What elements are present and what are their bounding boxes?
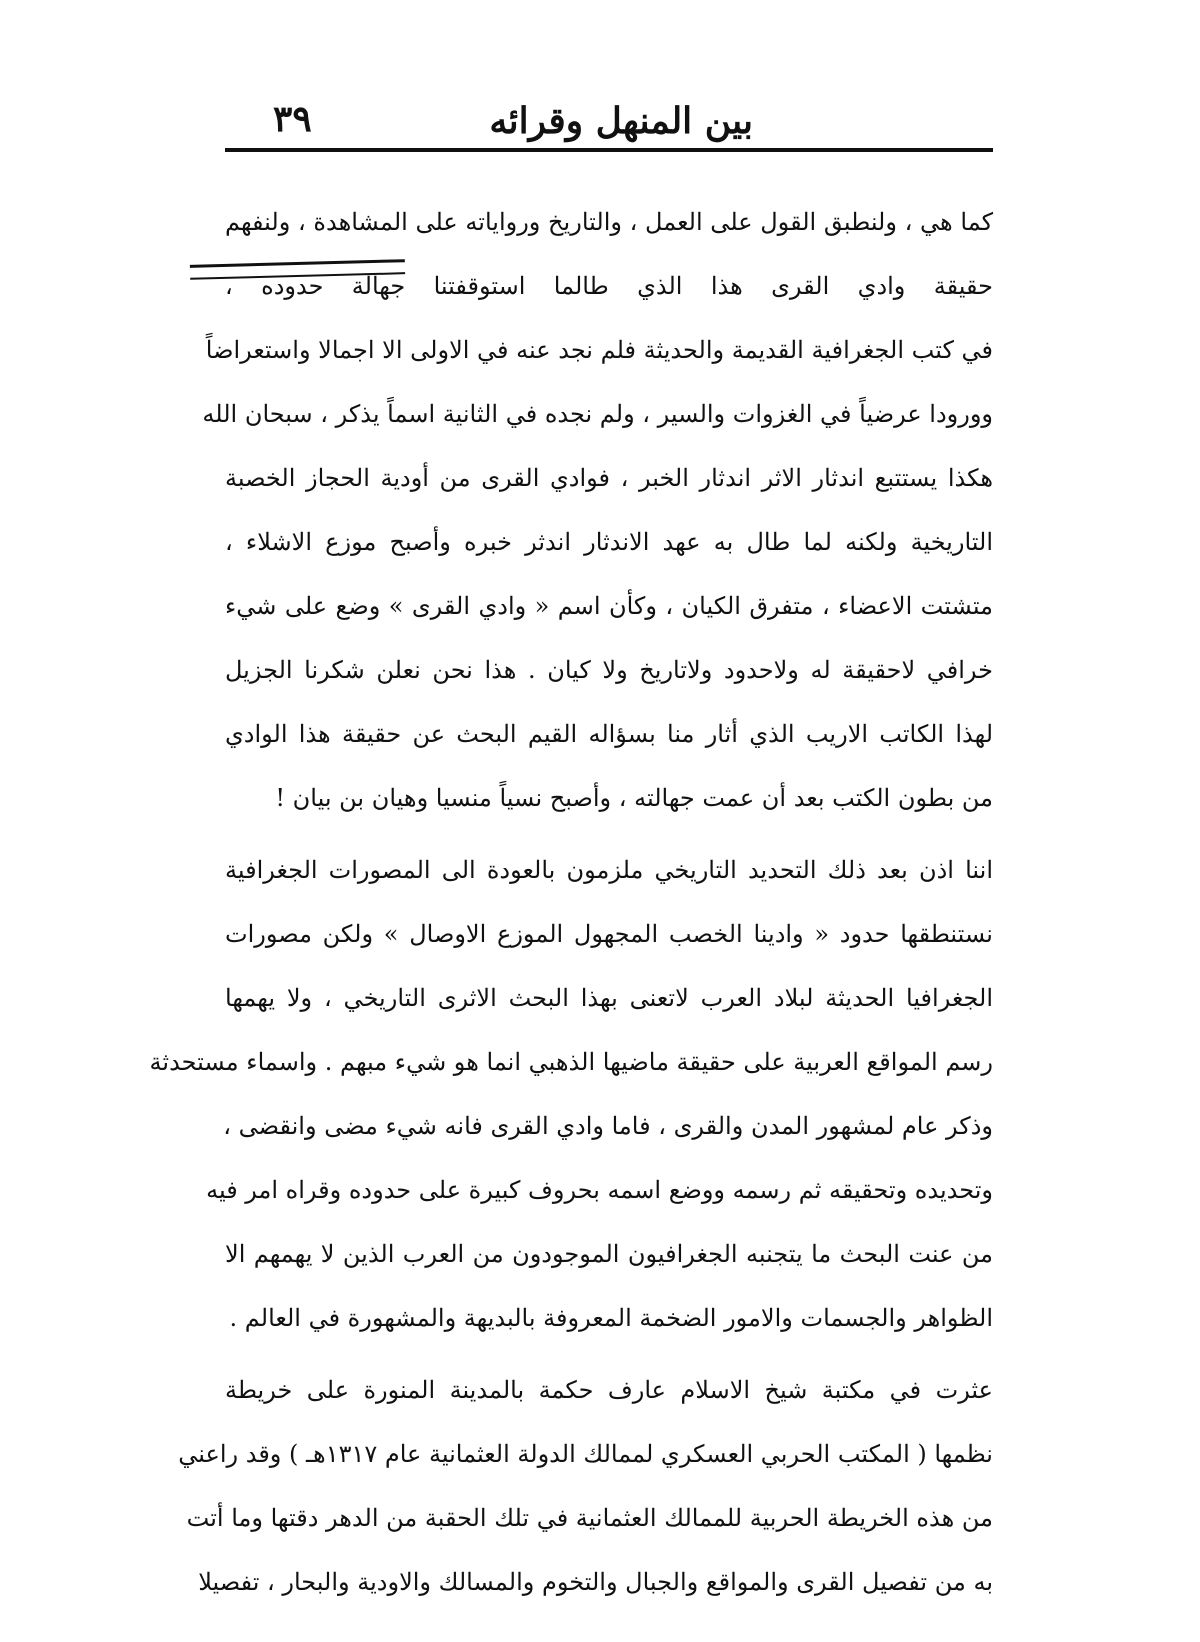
text-line: وورودا عرضياً في الغزوات والسير ، ولم نجده في الثانية اسماً يذكر ، سبحان الله: [202, 400, 993, 428]
text-line: اننا اذن بعد ذلك التحديد التاريخي ملزمون بالعودة الى المصورات الجغرافية: [225, 856, 993, 884]
text-line: الجغرافيا الحديثة لبلاد العرب لاتعنى بهذا البحث الاثرى التاريخي ، ولا يهمها: [225, 984, 993, 1012]
text-line: من هذه الخريطة الحربية للممالك العثمانية في تلك الحقبة من الدهر دقتها وما أتت: [186, 1504, 993, 1532]
text-line: وذكر عام لمشهور المدن والقرى ، فاما وادي القرى فانه شيء مضى وانقضى ،: [223, 1112, 993, 1140]
text-line: الظواهر والجسمات والامور الضخمة المعروفة بالبديهة والمشهورة في العالم .: [229, 1304, 993, 1332]
text-line: حقيقة وادي القرى هذا الذي طالما استوقفتنا جهالة حدوده ،: [225, 272, 993, 300]
text-line: من بطون الكتب بعد أن عمت جهالته ، وأصبح نسياً منسيا وهيان بن بيان !: [275, 784, 993, 812]
text-line: كما هي ، ولنطبق القول على العمل ، والتاريخ ورواياته على المشاهدة ، ولنفهم: [225, 208, 993, 236]
text-line: عثرت في مكتبة شيخ الاسلام عارف حكمة بالمدينة المنورة على خريطة: [225, 1376, 993, 1404]
text-line: نستنطقها حدود « وادينا الخصب المجهول الموزع الاوصال » ولكن مصورات: [225, 920, 993, 948]
text-line: التاريخية ولكنه لما طال به عهد الاندثار اندثر خبره وأصبح موزع الاشلاء ،: [225, 528, 993, 556]
page-header: [225, 92, 993, 152]
running-title: بين المنهل وقرائه: [489, 100, 753, 142]
text-line: نظمها ( المكتب الحربي العسكري لممالك الدولة العثمانية عام ١٣١٧هـ ) وقد راعني: [178, 1440, 993, 1468]
page-number: ٣٩: [273, 98, 312, 140]
text-line: متشتت الاعضاء ، متفرق الكيان ، وكأن اسم « وادي القرى » وضع على شيء: [225, 592, 993, 620]
text-line: رسم المواقع العربية على حقيقة ماضيها الذهبي انما هو شيء مبهم . واسماء مستحدثة: [149, 1048, 993, 1076]
body-text: [149, 190, 993, 1614]
text-line: هكذا يستتبع اندثار الاثر اندثار الخبر ، فوادي القرى من أودية الحجاز الخصبة: [225, 464, 993, 492]
text-line: به من تفصيل القرى والمواقع والجبال والتخوم والمسالك والاودية والبحار ، تفصيلا: [198, 1568, 993, 1596]
header-rule: [225, 148, 993, 152]
paragraph-gap: [225, 830, 993, 838]
text-line: من عنت البحث ما يتجنبه الجغرافيون الموجودون من العرب الذين لا يهمهم الا: [225, 1240, 993, 1268]
text-line: خرافي لاحقيقة له ولاحدود ولاتاريخ ولا كيان . هذا نحن نعلن شكرنا الجزيل: [225, 656, 993, 684]
text-line: وتحديده وتحقيقه ثم رسمه ووضع اسمه بحروف كبيرة على حدوده وقراه امر فيه: [206, 1176, 993, 1204]
text-line: لهذا الكاتب الاريب الذي أثار منا بسؤاله القيم البحث عن حقيقة هذا الوادي: [225, 720, 993, 748]
paragraph-gap: [225, 1350, 993, 1358]
text-line: في كتب الجغرافية القديمة والحديثة فلم نجد عنه في الاولى الا اجمالا واستعراضاً: [205, 336, 993, 364]
